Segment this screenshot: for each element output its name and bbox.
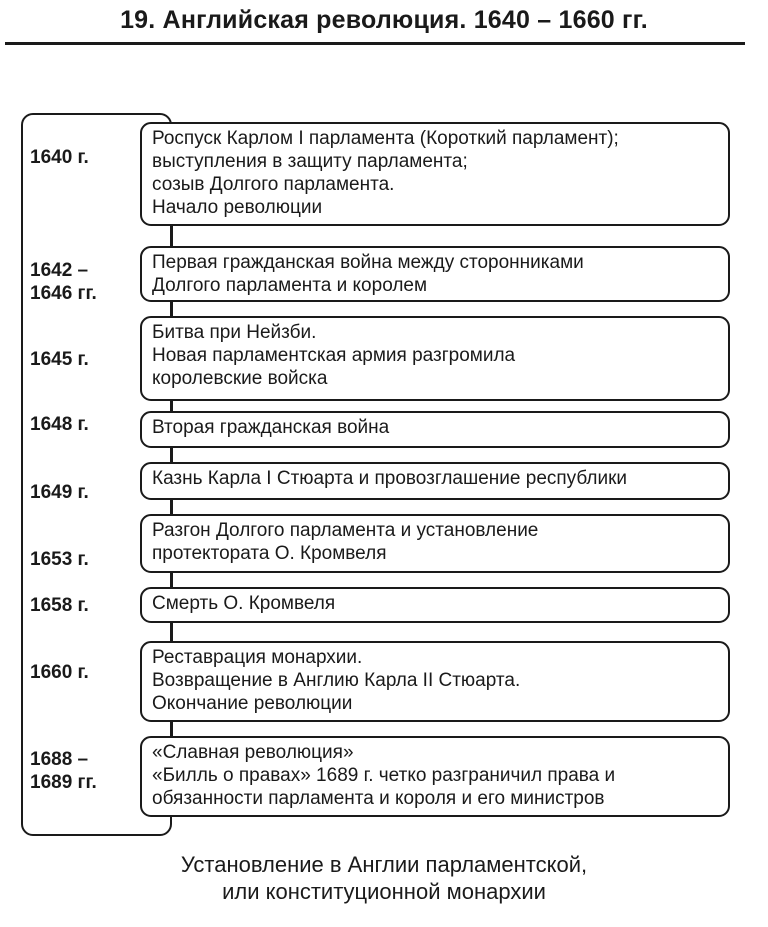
event-box <box>140 122 730 226</box>
event-text: Роспуск Карлом I парламента (Короткий парламент); <box>152 128 619 149</box>
event-text: Долгого парламента и королем <box>152 275 428 296</box>
event-text: Битва при Нейзби. <box>152 322 317 343</box>
year-label <box>30 259 97 305</box>
connector-line <box>171 226 173 246</box>
event-box <box>140 462 730 500</box>
event-text: Смерть О. Кромвеля <box>152 593 336 614</box>
year-text: 1688 – <box>30 749 89 770</box>
year-text: 1645 г. <box>30 349 89 370</box>
event-box <box>140 246 730 302</box>
conclusion-line: Установление в Англии парламентской, <box>180 852 588 877</box>
year-text: 1689 гг. <box>30 772 97 793</box>
year-label <box>30 413 89 436</box>
year-text: 1640 г. <box>30 147 89 168</box>
connector-line <box>171 623 173 641</box>
event-box <box>140 514 730 573</box>
event-text: Реставрация монархии. <box>152 647 363 668</box>
conclusion-text <box>0 851 768 905</box>
connector-line <box>171 448 173 462</box>
event-box <box>140 411 730 448</box>
event-text: Окончание революции <box>152 693 353 714</box>
event-box <box>140 316 730 401</box>
year-text: 1646 гг. <box>30 283 97 304</box>
year-label <box>30 548 89 571</box>
event-box <box>140 736 730 817</box>
event-text: обязанности парламента и короля и его министров <box>152 788 605 809</box>
event-text: Начало революции <box>152 197 323 218</box>
event-text: «Славная революция» <box>152 742 354 763</box>
conclusion-line: или конституционной монархии <box>222 879 546 904</box>
year-label <box>30 146 89 169</box>
event-text: Первая гражданская война между сторонниками <box>152 252 584 273</box>
event-text: Разгон Долгого парламента и установление <box>152 520 539 541</box>
event-text: Вторая гражданская война <box>152 417 390 438</box>
connector-line <box>171 722 173 736</box>
title-underline <box>5 42 745 45</box>
event-text: королевские войска <box>152 368 328 389</box>
event-text: «Билль о правах» 1689 г. четко разграничил права и <box>152 765 616 786</box>
event-box <box>140 587 730 623</box>
event-text: созыв Долгого парламента. <box>152 174 395 195</box>
year-label <box>30 481 89 504</box>
connector-line <box>171 401 173 411</box>
year-text: 1658 г. <box>30 595 89 616</box>
page-title: 19. Английская революция. 1640 – 1660 гг. <box>120 6 648 34</box>
event-text: Возвращение в Англию Карла II Стюарта. <box>152 670 521 691</box>
event-text: Новая парламентская армия разгромила <box>152 345 516 366</box>
connector-line <box>171 573 173 587</box>
year-text: 1642 – <box>30 260 89 281</box>
year-text: 1648 г. <box>30 414 89 435</box>
connector-line <box>171 302 173 316</box>
year-label <box>30 748 97 794</box>
connector-line <box>171 500 173 514</box>
year-label <box>30 661 89 684</box>
year-text: 1649 г. <box>30 482 89 503</box>
event-text: выступления в защиту парламента; <box>152 151 468 172</box>
year-label <box>30 348 89 371</box>
year-label <box>30 594 89 617</box>
event-text: протектората О. Кромвеля <box>152 543 387 564</box>
event-box <box>140 641 730 722</box>
event-text: Казнь Карла I Стюарта и провозглашение республики <box>152 468 628 489</box>
year-text: 1653 г. <box>30 549 89 570</box>
year-text: 1660 г. <box>30 662 89 683</box>
